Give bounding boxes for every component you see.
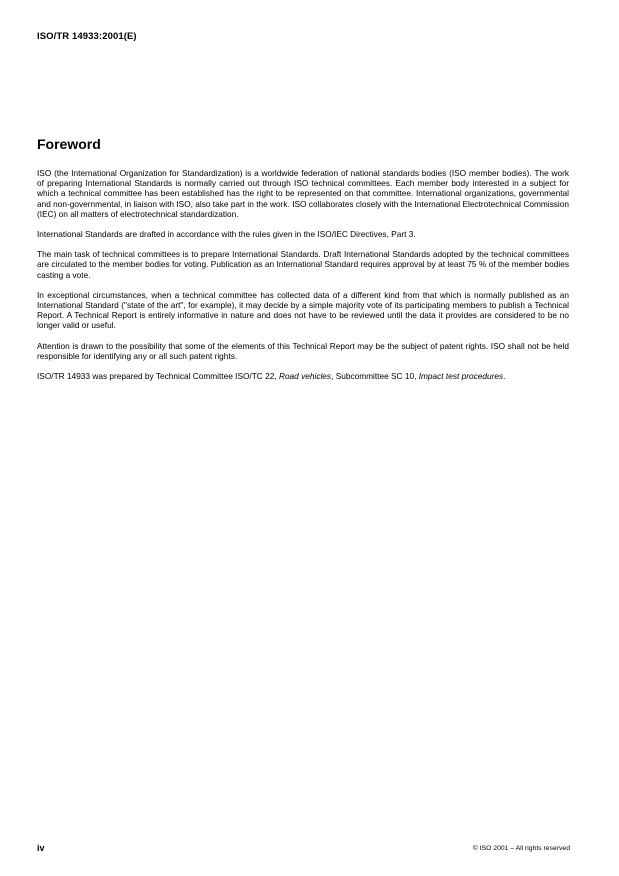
page-number: iv [37, 843, 45, 853]
copyright-notice: © ISO 2001 – All rights reserved [472, 845, 570, 852]
document-id: ISO/TR 14933:2001(E) [37, 31, 137, 42]
paragraph-exceptional: In exceptional circumstances, when a technical committee has collected data of a different kind from that which is normally published as an International Standard ("state of the art", for example), it may decide by a simple majority vote of its participating members to publish a Technical Report. A Technical Report is entirely informative in nature and does not have to be reviewed until the data it provides are considered to be no longer valid or useful. [37, 289, 569, 331]
prepared-by-text-2: , Subcommittee SC 10, [331, 371, 419, 382]
paragraph-patent: Attention is drawn to the possibility that some of the elements of this Technical Report may be the subject of patent rights. ISO shall not be held responsible for identifying any or all such patent rights. [37, 340, 569, 361]
prepared-by-period: . [503, 371, 506, 382]
paragraph-directives: International Standards are drafted in accordance with the rules given in the ISO/IEC Directives, Part 3. [37, 229, 416, 240]
paragraph-iso-intro: ISO (the International Organization for Standardization) is a worldwide federation of national standards bodies (ISO member bodies). The work of preparing International Standards is normally carried out through ISO technical committees. Each member body interested in a subject for which a technical committee has been established has the right to be represented on that committee. International organizations, governmental and non-governmental, in liaison with ISO, also take part in the work. ISO collaborates closely with the International Electrotechnical Commission (IEC) on all matters of electrotechnical standardization. [37, 168, 569, 219]
page-title: Foreword [37, 136, 101, 152]
prepared-by-text: ISO/TR 14933 was prepared by Technical Committee ISO/TC 22, [37, 371, 279, 382]
committee-name: Road vehicles [278, 371, 332, 382]
paragraph-main-task: The main task of technical committees is to prepare International Standards. Draft International Standards adopted by the technical committees are circulated to the member bodies for voting. Publication as an International Standard requires approval by at least 75 % of the member bodies casting a vote. [37, 249, 569, 280]
subcommittee-name: Impact test procedures [418, 371, 504, 382]
paragraph-prepared-by [37, 371, 569, 381]
foreword-body [37, 168, 569, 391]
